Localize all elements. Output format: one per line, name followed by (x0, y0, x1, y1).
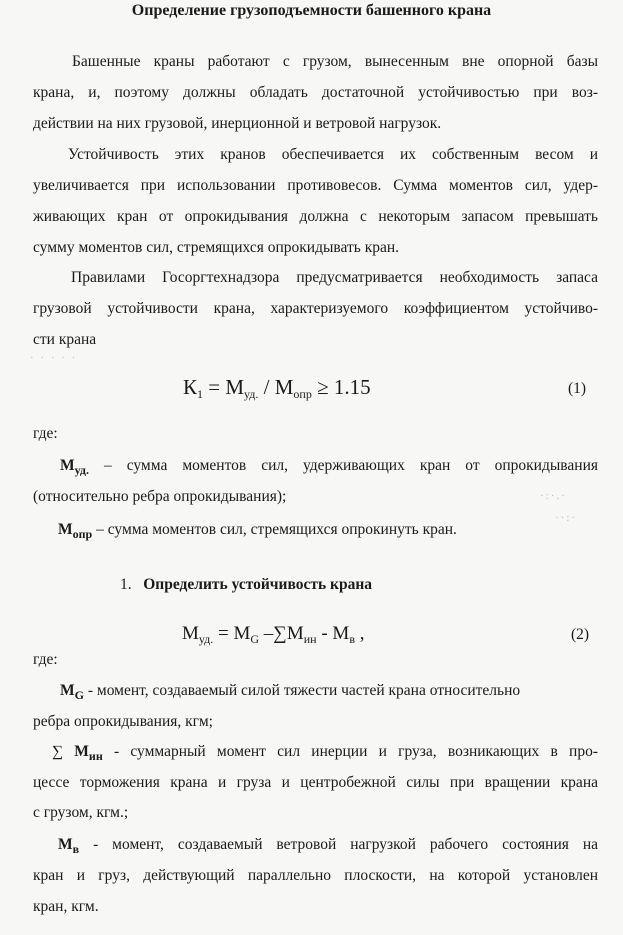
definition-m-in: ∑ $М_{ин}$ - суммарный момент сил инерции и груза, возникающих в про- (52, 743, 598, 763)
symbol-m-in: М (74, 743, 89, 760)
definition-m-v-line-2: кран и груз, действующий параллельно плоскости, на которой установлен (33, 867, 598, 884)
symbol-m-opr: М (58, 521, 73, 538)
definition-m-v-line-3: кран, кгм. (33, 898, 99, 915)
definition-m-v: $М_в$ - момент, создаваемый ветровой нагрузкой рабочего состояния на (58, 836, 598, 856)
definition-m-in-line-3: с грузом, кгм.; (33, 804, 129, 821)
paragraph-2-line-4: сумму моментов сил, стремящихся опрокидывать кран. (33, 239, 400, 256)
paragraph-1-line-1: Башенные краны работают с грузом, вынесенным вне опорной базы (72, 53, 598, 70)
symbol-m-v: М (58, 836, 73, 853)
scan-noise: ··:· (555, 512, 578, 524)
paragraph-2-line-3: живающих кран от опрокидывания должна с некоторым запасом превышать (33, 208, 598, 225)
paragraph-3-line-1: Правилами Госоргтехнадзора предусматривается необходимость запаса (71, 269, 598, 286)
definition-m-ud-line-2: (относительно ребра опрокидывания); (33, 488, 287, 505)
scan-noise: · · · · · (30, 352, 78, 364)
formula-1: К1 = Муд. / Мопр ≥ 1.15 (183, 375, 371, 401)
equation-number-2: (2) (571, 626, 590, 643)
page-title: Определение грузоподъемности башенного крана (131, 2, 492, 19)
paragraph-3-line-2: грузовой устойчивости крана, характеризуемого коэффициентом устойчиво- (33, 300, 598, 317)
paragraph-2-line-2: увеличивается при использовании противовесов. Сумма моментов сил, удер- (33, 177, 598, 194)
section-1-heading: 1. Определить устойчивость крана (120, 576, 373, 593)
definition-m-ud: $М_{уд.}$ – сумма моментов сил, удерживающих кран от опрокидывания (60, 457, 598, 477)
paragraph-2-line-1: Устойчивость этих кранов обеспечивается их собственным весом и (68, 146, 598, 163)
symbol-m-ud: М (60, 457, 75, 474)
definition-m-in-line-2: цессе торможения крана и груза и центробежной силы при вращении крана (33, 774, 598, 791)
paragraph-1-line-3: действии на них грузовой, инерционной и ветровой нагрузок. (33, 115, 442, 132)
symbol-m-g: М (60, 682, 75, 699)
paragraph-1-line-2: крана, и, поэтому должны обладать достаточной устойчивостью при воз- (33, 84, 598, 101)
definition-m-g-line-2: ребра опрокидывания, кгм; (33, 713, 213, 730)
definition-m-opr: $М_{опр}$ – сумма моментов сил, стремящихся опрокинуть кран. (58, 521, 457, 541)
definition-m-g: $М_G$ - момент, создаваемый силой тяжести частей крана относительно (60, 682, 521, 702)
equation-number-1: (1) (568, 380, 587, 397)
scan-noise: ·:·.· (540, 490, 567, 502)
paragraph-3-line-3: сти крана (33, 331, 97, 348)
where-label-1: где: (33, 425, 58, 442)
where-label-2: где: (33, 651, 58, 668)
formula-2: $М_{уд.} = М_G$ $-\sum М_{ин} - М_в$ , (182, 623, 365, 646)
sigma-symbol: ∑ (52, 743, 75, 760)
